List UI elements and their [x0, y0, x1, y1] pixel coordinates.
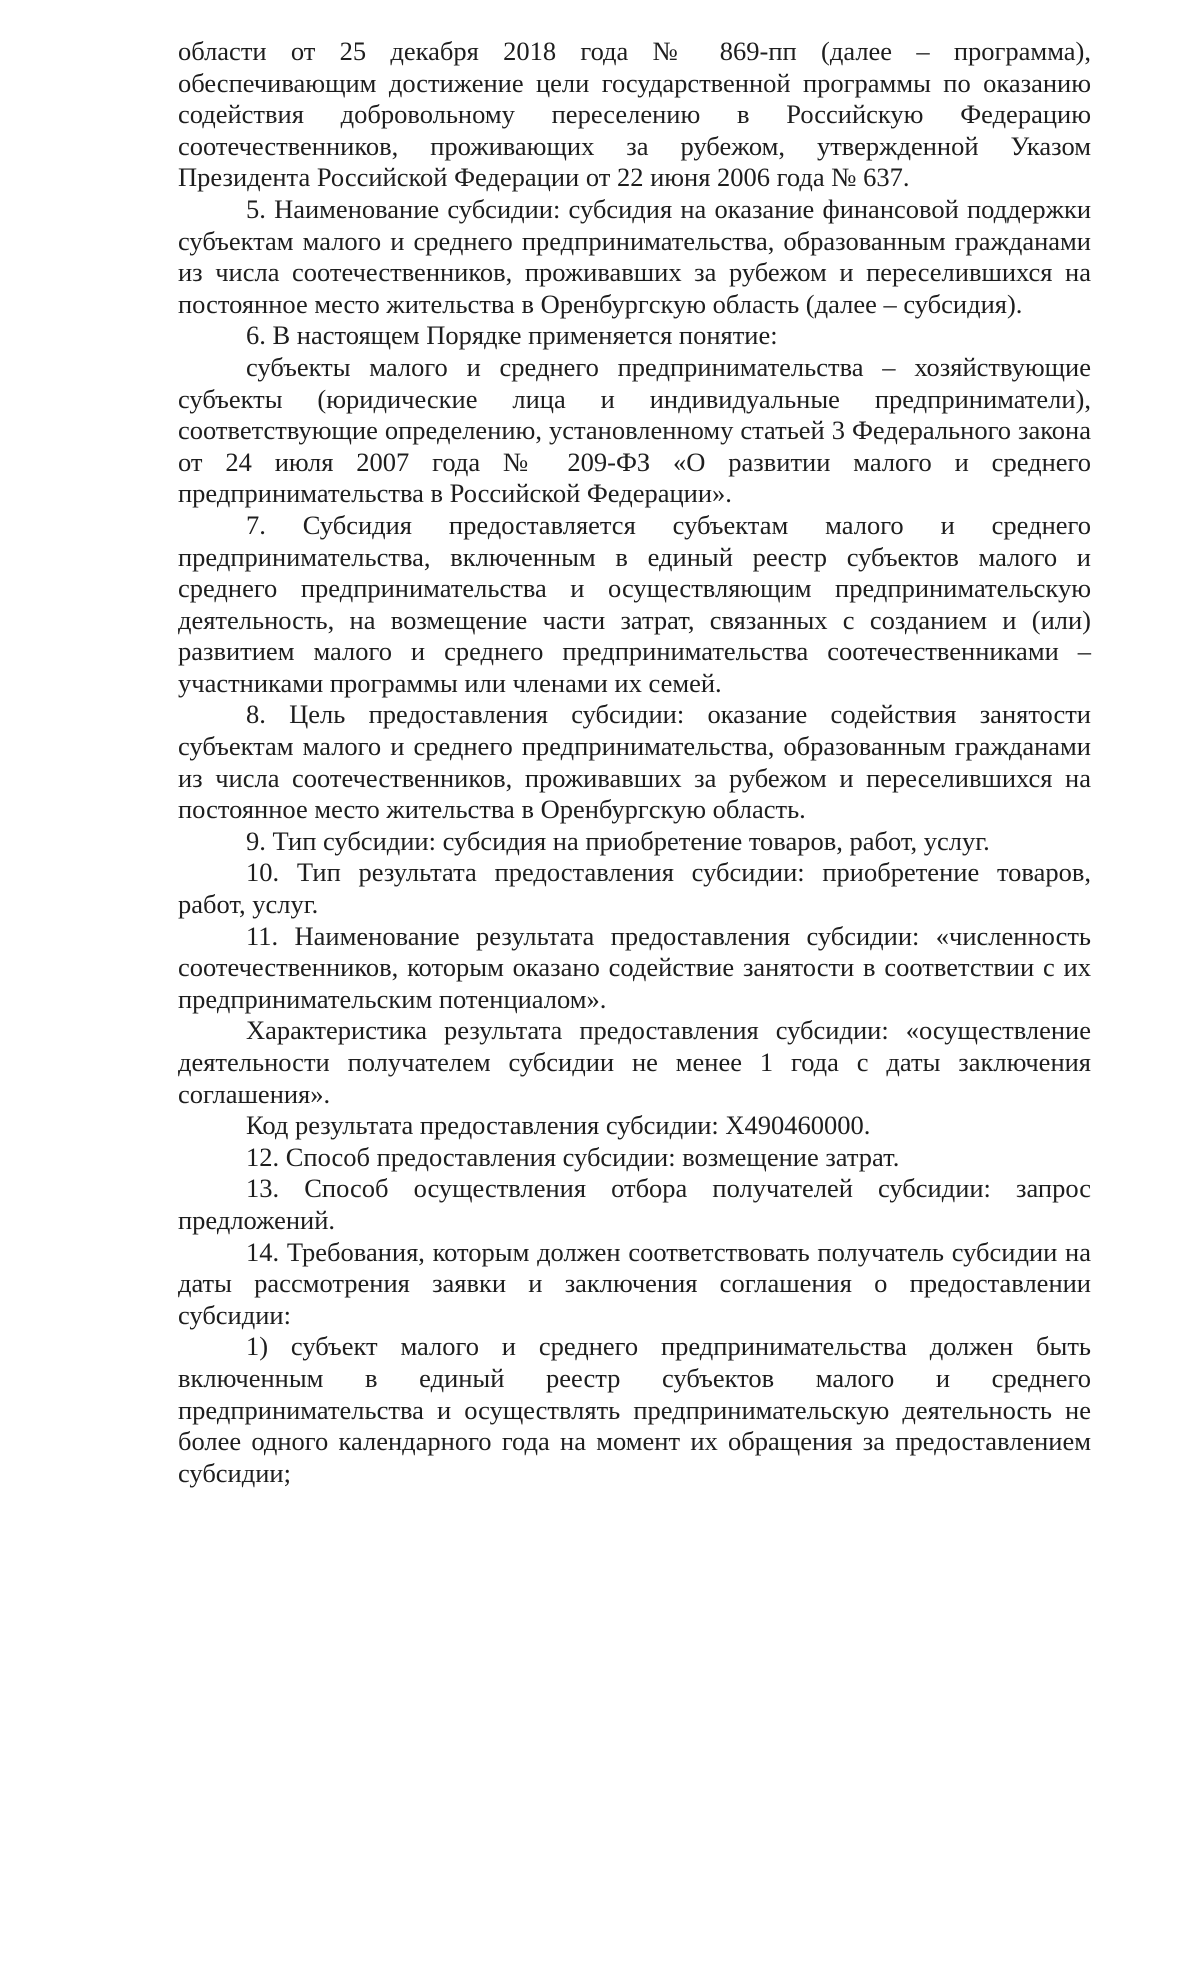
- paragraph-14-item-1: 1) субъект малого и среднего предпринимательства должен быть включенным в единый реестр субъектов малого и среднего предпринимательства и осуществлять предпринимательскую деятельность не более одного календарного года на момент их обращения за предоставлением субсидии;: [178, 1331, 1091, 1488]
- paragraph-6-terms: 6. В настоящем Порядке применяется понятие:: [246, 320, 778, 351]
- paragraph-14-requirements: 14. Требования, которым должен соответствовать получатель субсидии на даты рассмотрения заявки и заключения соглашения о предоставлении субсидии:: [178, 1236, 1091, 1330]
- paragraph-12-provision-method: 12. Способ предоставления субсидии: возмещение затрат.: [246, 1141, 900, 1172]
- paragraph-7-recipients: 7. Субсидия предоставляется субъектам малого и среднего предпринимательства, включенным в единый реестр субъектов малого и среднего предпринимательства и осуществляющим предпринимательскую деятельность, на возмещение части затрат, связанных с созданием и (или) развитием малого и среднего предпринимательства соотечественниками – участниками программы или членами их семей.: [178, 509, 1091, 698]
- paragraph-10-result-type: 10. Тип результата предоставления субсидии: приобретение товаров, работ, услуг.: [178, 857, 1091, 920]
- paragraph-13-selection-method: 13. Способ осуществления отбора получателей субсидии: запрос предложений.: [178, 1173, 1091, 1235]
- paragraph-5-subsidy-name: 5. Наименование субсидии: субсидия на оказание финансовой поддержки субъектам малого и среднего предпринимательства, образованным гражданами из числа соотечественников, проживавших за рубежом и переселившихся на постоянное место жительства в Оренбургскую область (далее – субсидия).: [178, 193, 1091, 319]
- paragraph-6-definition: субъекты малого и среднего предпринимательства – хозяйствующие субъекты (юридические лица и индивидуальные предприниматели), соответствующие определению, установленному статьей 3 Федерального закона от 24 июля 2007 года № 209-ФЗ «О развитии малого и среднего предпринимательства в Российской Федерации».: [178, 351, 1091, 509]
- paragraph-11-result-code: Код результата предоставления субсидии: X490460000.: [246, 1110, 871, 1141]
- paragraph-11-result-characteristic: Характеристика результата предоставления субсидии: «осуществление деятельности получателем субсидии не менее 1 года с даты заключения соглашения».: [178, 1015, 1091, 1109]
- paragraph-program-reference: области от 25 декабря 2018 года № 869-пп (далее – программа), обеспечивающим достижение цели государственной программы по оказанию содействия добровольному переселению в Российскую Федерацию соотечественников, проживающих за рубежом, утвержденной Указом Президента Российской Федерации от 22 июня 2006 года № 637.: [178, 36, 1091, 193]
- paragraph-9-subsidy-type: 9. Тип субсидии: субсидия на приобретение товаров, работ, услуг.: [246, 825, 990, 856]
- paragraph-8-purpose: 8. Цель предоставления субсидии: оказание содействия занятости субъектам малого и среднего предпринимательства, образованным гражданами из числа соотечественников, проживавших за рубежом и переселившихся на постоянное место жительства в Оренбургскую область.: [178, 699, 1091, 825]
- paragraph-11-result-name: 11. Наименование результата предоставления субсидии: «численность соотечественников, которым оказано содействие занятости в соответствии с их предпринимательским потенциалом».: [178, 920, 1091, 1014]
- document-page: [178, 36, 1091, 1489]
